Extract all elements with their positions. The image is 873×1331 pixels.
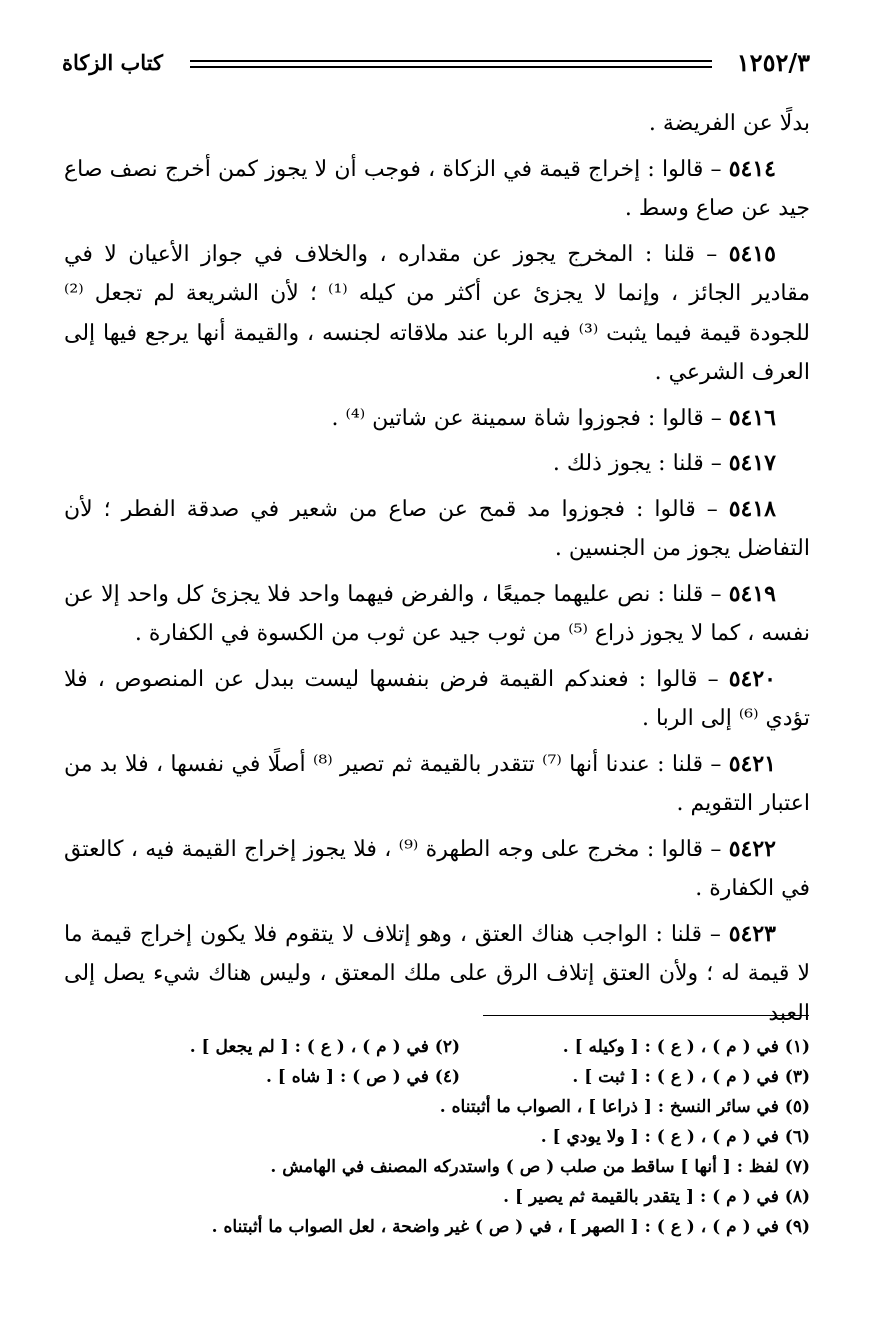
paragraph-text: – قلنا : عندنا أنها ⁽⁷⁾ تتقدر بالقيمة ثم تصير ⁽⁸⁾ أصلًا في نفسها ، فلا بد من اعتبار التقويم .: [64, 751, 810, 816]
footnote: (٩) في ( م ) ، ( ع ) : [ الصهر ] ، في ( ص ) غير واضحة ، لعل الصواب ما أثبتناه .: [211, 1217, 810, 1237]
book-title: كتاب الزكاة: [62, 50, 164, 75]
footnote-row: [110, 1032, 810, 1062]
footnotes: [110, 1032, 810, 1242]
footnote: (٤) في ( ص ) : [ شاه ] .: [265, 1067, 460, 1087]
header-rule: [190, 60, 712, 68]
paragraph-number: ٥٤١٥: [728, 240, 776, 267]
paragraph-number: ٥٤٢٠: [728, 665, 776, 692]
paragraph: [64, 745, 810, 824]
paragraph: [64, 444, 810, 484]
paragraph-number: ٥٤١٧: [728, 450, 776, 476]
paragraph-number: ٥٤٢٢: [728, 835, 776, 862]
paragraph-number: ٥٤٢٣: [728, 920, 776, 947]
footnote: (٥) في سائر النسخ : [ ذراعا ] ، الصواب ما أثبتناه .: [439, 1097, 810, 1117]
paragraph: [64, 660, 810, 739]
paragraph-text: – قلنا : نص عليهما جميعًا ، والفرض فيهما واحد فلا يجزئ كل واحد إلا عن نفسه ، كما لا يجوز ذراع ⁽⁵⁾ من ثوب جيد عن ثوب من الكسوة في الكفارة .: [64, 581, 810, 646]
paragraph-text: – قلنا : يجوز ذلك .: [552, 451, 729, 476]
paragraph-text: – قالوا : فجوزوا شاة سمينة عن شاتين ⁽⁴⁾ .: [331, 405, 729, 431]
paragraph-number: ٥٤١٦: [728, 404, 776, 431]
paragraph: [64, 104, 810, 144]
main-text: [64, 104, 810, 1033]
paragraph-text: بدلًا عن الفريضة .: [648, 111, 810, 136]
footnote: (١) في ( م ) ، ( ع ) : [ وكيله ] .: [562, 1037, 810, 1057]
paragraph: [64, 490, 810, 569]
paragraph: [64, 235, 810, 393]
footnote: (٣) في ( م ) ، ( ع ) : [ ثبت ] .: [572, 1067, 810, 1087]
footnote: (٦) في ( م ) ، ( ع ) : [ ولا يودي ] .: [540, 1127, 810, 1147]
paragraph-text: – قالوا : مخرج على وجه الطهرة ⁽⁹⁾ ، فلا يجوز إخراج القيمة فيه ، كالعتق في الكفارة .: [64, 836, 810, 901]
footnote: (٧) لفظ : [ أنها ] ساقط من صلب ( ص ) واستدركه المصنف في الهامش .: [270, 1157, 810, 1177]
paragraph-number: ٥٤٢١: [728, 750, 776, 777]
footnote: (٢) في ( م ) ، ( ع ) : [ لم يجعل ] .: [189, 1037, 460, 1057]
paragraph: [64, 575, 810, 654]
footnote-row: [110, 1062, 810, 1092]
paragraph: [64, 830, 810, 909]
paragraph-text: – قلنا : المخرج يجوز عن مقداره ، والخلاف في جواز الأعيان لا في مقادير الجائز ، وإنما لا يجزئ عن أكثر من كيله ⁽¹⁾ ؛ لأن الشريعة لم تجعل ⁽²⁾ للجودة قيمة فيما يثبت ⁽³⁾ فيه الربا عند ملاقاته لجنسه ، والقيمة أنها يرجع فيها إلى العرف الشرعي .: [64, 241, 810, 385]
footnote: (٨) في ( م ) : [ يتقدر بالقيمة ثم يصير ] .: [503, 1187, 810, 1207]
page-number: ١٢٥٢/٣: [736, 48, 810, 77]
paragraph: [64, 399, 810, 439]
running-header: [62, 44, 810, 84]
footnote-separator: [483, 1015, 809, 1016]
paragraph-text: – قالوا : فعندكم القيمة فرض بنفسها ليست ببدل عن المنصوص ، فلا تؤدي ⁽⁶⁾ إلى الربا .: [64, 666, 810, 731]
paragraph-text: – قالوا : فجوزوا مد قمح عن صاع من شعير في صدقة الفطر ؛ لأن التفاضل يجوز من الجنسين .: [64, 496, 810, 561]
paragraph: [64, 150, 810, 229]
paragraph-text: – قالوا : إخراج قيمة في الزكاة ، فوجب أن لا يجوز كمن أخرج نصف صاع جيد عن صاع وسط .: [64, 156, 810, 221]
paragraph-number: ٥٤١٤: [728, 155, 776, 182]
paragraph-number: ٥٤١٨: [728, 495, 776, 522]
paragraph-number: ٥٤١٩: [728, 580, 776, 607]
paragraph-text: – قلنا : الواجب هناك العتق ، وهو إتلاف لا يتقوم فلا يكون إخراج قيمة ما لا قيمة له ؛ ولأن العتق إتلاف الرق على ملك المعتق ، وليس هناك شيء يصل إلى العبد: [64, 921, 810, 1026]
